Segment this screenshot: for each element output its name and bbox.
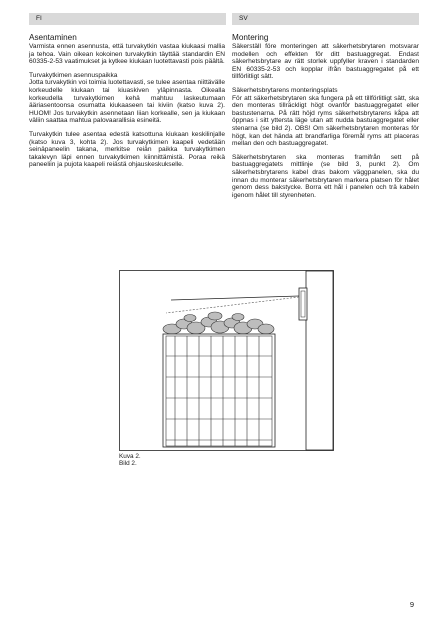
- swedish-column: [232, 33, 419, 199]
- language-tab-sv: [232, 13, 419, 25]
- page-number: 9: [409, 600, 414, 609]
- fi-subtitle: Turvakytkimen asennuspaikka: [29, 71, 118, 79]
- safety-switch-icon: [299, 288, 307, 320]
- sv-section-title: Montering: [232, 33, 269, 42]
- fi-section-title: Asentaminen: [29, 33, 77, 42]
- sv-subtitle: Säkerhetsbrytarens monteringsplats: [232, 86, 338, 94]
- heater-body: [163, 334, 275, 447]
- heater-installation-illustration: [119, 270, 334, 451]
- language-tab-fi: [29, 13, 226, 25]
- fi-intro-paragraph: Varmista ennen asennusta, että turvakytkin vastaa kiukaasi mallia ja tehoa. Vain oikean kokoinen turvakytkin täyttää standardin EN 60335-2-53 vaatimukset ja kytkee kiukaan luotettavasti pois päältä.: [29, 43, 225, 66]
- language-label-fi: FI: [36, 15, 42, 22]
- finnish-column: [29, 33, 225, 169]
- sv-intro-paragraph: Säkerställ före monteringen att säkerhetsbrytaren motsvarar modellen och effekten för ditt bastuaggregat. Endast säkerhetsbrytare av rätt storlek uppfyller kraven i standarden EN 60335-2-53 och kopplar ifrån bastuaggregatet på ett tillförlitligt sätt.: [232, 43, 419, 81]
- sv-mounting-paragraph: Säkerhetsbrytaren ska monteras framifrån sett på bastuaggregatets mittlinje (se bild 3, punkt 2). Om säkerhetsbrytarens kabel dras bakom väggpanelen, ska du innan du monterar säkerhetsbrytaren markera platsen för hålet genom dess bakstycke. Borra ett hål i panelen och trä kabeln igenom hålet till styrenheten.: [232, 153, 419, 199]
- figure-caption-fi: Kuva 2.: [119, 453, 141, 460]
- wall-panel: [306, 271, 333, 450]
- figure-caption-sv: Bild 2.: [119, 460, 137, 468]
- language-label-sv: SV: [239, 15, 248, 22]
- fi-placement-paragraph: Jotta turvakytkin voi toimia luotettavasti, se tulee asentaa niittävälle korkeudelle kiukaan tai kiuaskiven yläpinnasta. Oikealla korkeudella turvakytkimen kehä mahtuu laskeutumaan ääriasentoonsa osumatta kiukaaseen tai kiviin (katso kuva 2). HUOM! Jos turvakytkin asennetaan liian korkealle, sen ja kiukaan väliin saattaa mahtua palovaarallisia esineitä.: [29, 79, 225, 125]
- figure-caption: [119, 453, 141, 467]
- fi-mounting-paragraph: Turvakytkin tulee asentaa edestä katsottuna kiukaan keskilinjalle (katso kuva 3, kohta 2). Jos turvakytkimen kaapeli vedetään seinäpaneelin takana, merkitse reiän paikka turvakytkimen takalevyn läpi ennen turvakytkimen kiinnittämistä. Poraa reikä paneeliin ja pujota kaapeli reiästä ohjauskeskukselle.: [29, 130, 225, 169]
- sv-placement-paragraph: För att säkerhetsbrytaren ska fungera på ett tillförlitligt sätt, ska den monteras tillräckligt högt ovanför bastuaggregatet eller bastustenarna. På rätt höjd ryms säkerhetsbrytarens kåpa att öppnas i sitt yttersta läge utan att nudda bastuaggregatet eller stenarna (se bild 2). OBS! Om säkerhetsbrytaren monteras för högt, kan det hända att brandfarliga föremål ryms att placeras mellan den och bastuaggregatet.: [232, 94, 419, 148]
